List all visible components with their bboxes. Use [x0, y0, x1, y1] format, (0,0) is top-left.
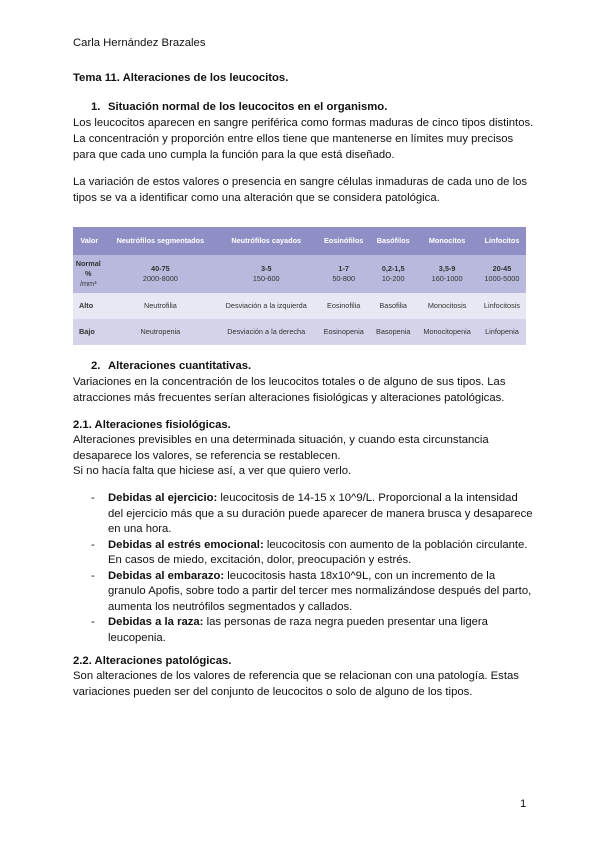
- section-2-number: 2.: [91, 360, 101, 372]
- column-header: Neutrófilos segmentados: [116, 236, 205, 245]
- column-header: Monocitos: [428, 236, 466, 245]
- paragraph-line: Alteraciones previsibles en una determinada situación, y cuando esta circunstancia: [73, 434, 489, 446]
- paragraph-line: variaciones pueden ser del conjunto de leucocitos o solo de alguno de los tipos.: [73, 686, 473, 698]
- cell-pct: 0,2-1,5: [381, 264, 405, 273]
- bullet-text: leucocitosis con aumento de la población circulante.: [263, 539, 528, 551]
- paragraph-line: tipos se va a identificar como una alteración que se considera patológica.: [73, 192, 440, 204]
- table-cell: Monocitopenia: [423, 327, 471, 336]
- cell-abs: 1000-5000: [484, 274, 520, 283]
- bullet-line: granulo Apofis, sobre todo a partir del tercer mes normalizándose después del parto,: [108, 585, 532, 597]
- table-cell: Linfopenia: [485, 327, 519, 336]
- section-1-number: 1.: [91, 101, 101, 113]
- leukocyte-values-table: [73, 227, 526, 345]
- row-label: Bajo: [79, 327, 95, 336]
- table-cell: Linfocitosis: [483, 301, 521, 310]
- table-cell: [317, 255, 370, 293]
- cell-abs: 10-200: [381, 274, 405, 283]
- column-header: Basófilos: [376, 236, 410, 245]
- cell-abs: 2000-8000: [142, 274, 178, 283]
- paragraph-line: desaparece los valores, se referencia se restablecen.: [73, 450, 341, 462]
- table-row-alto: [73, 293, 526, 319]
- table-row-bajo: [73, 319, 526, 345]
- bullet-dash: -: [91, 492, 95, 504]
- page-number: 1: [520, 798, 527, 810]
- table-cell: Desviación a la derecha: [227, 327, 306, 336]
- bullet-line: [108, 614, 488, 630]
- bullet-dash: -: [91, 616, 95, 628]
- cell-pct: 20-45: [492, 264, 512, 273]
- cell-pct: 3,5-9: [438, 264, 456, 273]
- document-title: Tema 11. Alteraciones de los leucocitos.: [73, 72, 289, 84]
- paragraph-line: atracciones más frecuentes serían alteraciones fisiológicas y alteraciones patológicas.: [73, 392, 505, 404]
- section-2-heading: Alteraciones cuantitativas.: [108, 360, 252, 372]
- paragraph-line: Son alteraciones de los valores de referencia que se relacionan con una patología. Estas: [73, 670, 519, 682]
- table-cell: Eosinopenia: [323, 327, 364, 336]
- table-cell: [370, 255, 416, 293]
- bullet-text: las personas de raza negra pueden presentar una ligera: [203, 616, 488, 628]
- cell-abs: 50-800: [332, 274, 356, 283]
- section-2-1-heading: 2.1. Alteraciones fisiológicas.: [73, 419, 231, 431]
- section-2-2-heading: 2.2. Alteraciones patológicas.: [73, 655, 232, 667]
- bullet-line: En casos de miedo, excitación, dolor, preocupación y estrés.: [108, 554, 412, 566]
- table-cell: [478, 255, 526, 293]
- bullet-line: leucopenia.: [108, 632, 166, 644]
- cell-abs: 160-1000: [431, 274, 463, 283]
- table-cell: [215, 255, 317, 293]
- bullet-label: Debidas al estrés emocional:: [108, 539, 264, 551]
- bullet-label: Debidas al embarazo:: [108, 570, 225, 582]
- label-mm3: /mm³: [79, 279, 97, 288]
- table-cell: [416, 255, 478, 293]
- column-header: Linfocitos: [484, 236, 520, 245]
- cell-pct: 40-75: [151, 264, 170, 273]
- cell-pct: 3-5: [260, 264, 272, 273]
- bullet-dash: -: [91, 539, 95, 551]
- label-normal: Normal: [75, 259, 101, 268]
- bullet-label: Debidas al ejercicio:: [108, 492, 218, 504]
- table-cell: Eosinofilia: [327, 301, 361, 310]
- section-1-heading: Situación normal de los leucocitos en el organismo.: [108, 101, 388, 113]
- label-percent: %: [85, 269, 92, 278]
- page-header: Carla Hernández Brazales: [73, 37, 206, 49]
- bullet-line: del ejercicio más que a su duración puede aparecer de manera brusca y desaparece: [108, 508, 533, 520]
- column-header: Valor: [80, 236, 99, 245]
- bullet-line: en una hora.: [108, 523, 172, 535]
- bullet-line: [108, 537, 527, 553]
- column-header: Neutrófilos cayados: [231, 236, 302, 245]
- cell-pct: 1-7: [338, 264, 349, 273]
- table-cell: Neutrofilia: [143, 301, 177, 310]
- row-label: [73, 255, 106, 293]
- bullet-label: Debidas a la raza:: [108, 616, 204, 628]
- bullet-line: [108, 568, 495, 584]
- cell-abs: 150-600: [252, 274, 280, 283]
- bullet-text: leucocitosis de 14-15 x 10^9/L. Proporcional a la intensidad: [217, 492, 518, 504]
- bullet-line: [108, 490, 518, 506]
- table-cell: [106, 255, 216, 293]
- bullet-dash: -: [91, 570, 95, 582]
- table-cell: Monocitosis: [427, 301, 467, 310]
- table-cell: Neutropenia: [140, 327, 181, 336]
- table-row-normal: [73, 255, 526, 293]
- table-cell: Basopenia: [375, 327, 411, 336]
- table-cell: Desviación a la izquierda: [225, 301, 307, 310]
- table-cell: Basofilia: [379, 301, 407, 310]
- bullet-line: aumenta los neutrófilos segmentados y callados.: [108, 601, 353, 613]
- paragraph-line: Si no hacía falta que hiciese así, a ver que quiero verlo.: [73, 465, 352, 477]
- paragraph-line: Los leucocitos aparecen en sangre periférica como formas maduras de cinco tipos distintos.: [73, 117, 534, 129]
- row-label: Alto: [79, 301, 94, 310]
- paragraph-line: Variaciones en la concentración de los leucocitos totales o de alguno de sus tipos. Las: [73, 376, 506, 388]
- paragraph-line: La variación de estos valores o presencia en sangre células inmaduras de cada uno de los: [73, 176, 528, 188]
- paragraph-line: para que cada uno cumpla la función para la que está diseñado.: [73, 149, 395, 161]
- paragraph-line: La concentración y proporción entre ellos tiene que mantenerse en límites muy precisos: [73, 133, 514, 145]
- column-header: Eosinófilos: [324, 236, 364, 245]
- bullet-text: leucocitosis hasta 18x10^9L, con un incremento de la: [224, 570, 496, 582]
- table-header-row: [73, 227, 526, 255]
